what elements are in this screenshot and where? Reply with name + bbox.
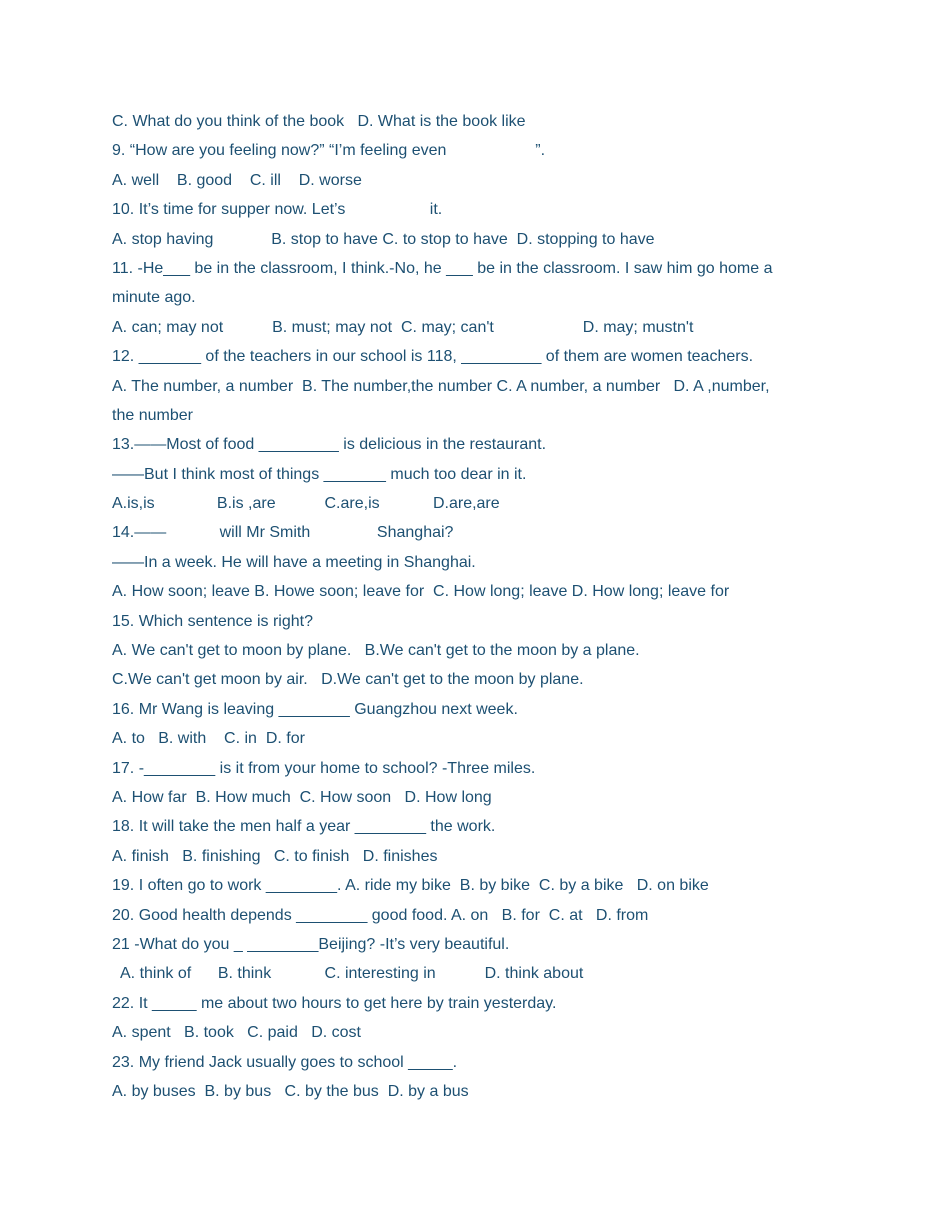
text-line: A. by buses B. by bus C. by the bus D. by a bus bbox=[112, 1082, 469, 1100]
text-line: 11. -He___ be in the classroom, I think.-No, he ___ be in the classroom. I saw him go home a bbox=[112, 259, 773, 277]
text-line: A. The number, a number B. The number,the number C. A number, a number D. A ,number, bbox=[112, 377, 770, 395]
text-line: A. spent B. took C. paid D. cost bbox=[112, 1024, 361, 1042]
text-line: 21 -What do you _ ________Beijing? -It’s very beautiful. bbox=[112, 935, 510, 953]
text-line: A. to B. with C. in D. for bbox=[112, 730, 305, 748]
text-line: 14.—— will Mr Smith Shanghai? bbox=[112, 524, 454, 542]
text-line: 12. _______ of the teachers in our school is 118, _________ of them are women teachers. bbox=[112, 348, 754, 366]
text-line: 10. It’s time for supper now. Let’s it. bbox=[112, 201, 443, 219]
text-line: A. We can't get to moon by plane. B.We can't get to the moon by a plane. bbox=[112, 642, 640, 660]
text-line: 17. -________ is it from your home to school? -Three miles. bbox=[112, 759, 536, 777]
text-line: 23. My friend Jack usually goes to school _____. bbox=[112, 1053, 458, 1071]
text-line: 22. It _____ me about two hours to get here by train yesterday. bbox=[112, 994, 557, 1012]
text-line: 15. Which sentence is right? bbox=[112, 612, 313, 630]
text-line: 20. Good health depends ________ good food. A. on B. for C. at D. from bbox=[112, 906, 649, 924]
text-line: A. think of B. think C. interesting in D. think about bbox=[112, 965, 584, 983]
question-text bbox=[112, 107, 872, 1106]
text-line: A. finish B. finishing C. to finish D. finishes bbox=[112, 847, 438, 865]
text-line: 13.——Most of food _________ is delicious in the restaurant. bbox=[112, 436, 547, 454]
text-line: A. stop having B. stop to have C. to stop to have D. stopping to have bbox=[112, 230, 655, 248]
text-line: A. well B. good C. ill D. worse bbox=[112, 171, 362, 189]
text-line: C.We can't get moon by air. D.We can't get to the moon by plane. bbox=[112, 671, 584, 689]
text-line: minute ago. bbox=[112, 289, 196, 307]
text-line: A. can; may not B. must; may not C. may; can't D. may; mustn't bbox=[112, 318, 694, 336]
text-line: 9. “How are you feeling now?” “I’m feeling even ”. bbox=[112, 142, 546, 160]
text-line: A. How far B. How much C. How soon D. How long bbox=[112, 788, 492, 806]
text-line: C. What do you think of the book D. What is the book like bbox=[112, 113, 526, 130]
text-line: 18. It will take the men half a year ________ the work. bbox=[112, 818, 496, 836]
text-line: ——But I think most of things _______ much too dear in it. bbox=[112, 465, 527, 483]
text-line: the number bbox=[112, 406, 193, 424]
text-line: 16. Mr Wang is leaving ________ Guangzhou next week. bbox=[112, 700, 518, 718]
text-line: ——In a week. He will have a meeting in Shanghai. bbox=[112, 553, 476, 571]
text-line: 19. I often go to work ________. A. ride my bike B. by bike C. by a bike D. on bike bbox=[112, 877, 709, 895]
text-line: A.is,is B.is ,are C.are,is D.are,are bbox=[112, 495, 500, 513]
text-line: A. How soon; leave B. Howe soon; leave for C. How long; leave D. How long; leave for bbox=[112, 583, 730, 601]
